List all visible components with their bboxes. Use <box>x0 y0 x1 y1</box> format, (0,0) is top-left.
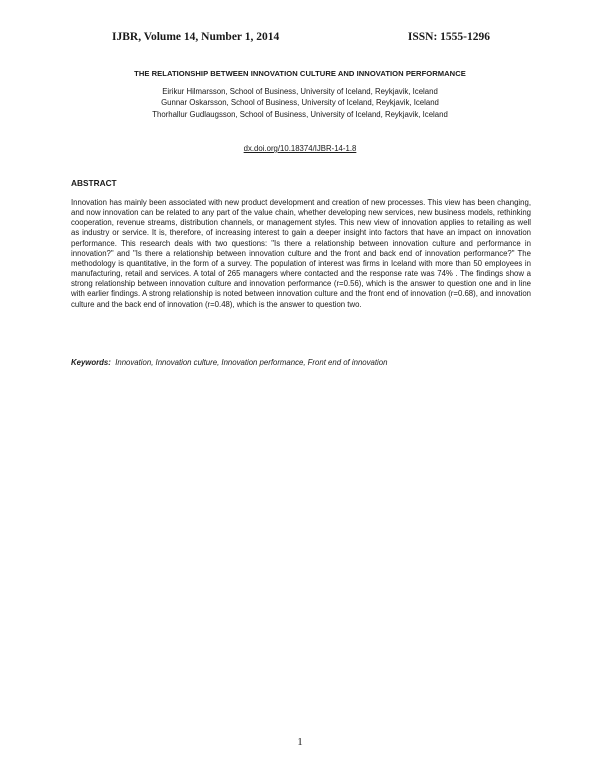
page-number: 1 <box>297 736 303 748</box>
author-affiliation: Thorhallur Gudlaugsson, School of Business, University of Iceland, Reykjavik, Iceland <box>152 109 448 119</box>
issn-label: ISSN: 1555-1296 <box>407 31 490 43</box>
keywords-line <box>71 358 531 368</box>
author-list <box>60 86 540 120</box>
author-affiliation: Eirikur Hilmarsson, School of Business, University of Iceland, Reykjavik, Iceland <box>162 87 438 96</box>
journal-citation: IJBR, Volume 14, Number 1, 2014 <box>112 31 280 43</box>
keywords-text: Innovation, Innovation culture, Innovation performance, Front end of innovation <box>115 358 388 367</box>
author-affiliation: Gunnar Oskarsson, School of Business, University of Iceland, Reykjavik, Iceland <box>161 98 439 108</box>
doi-link[interactable]: dx.doi.org/10.18374/IJBR-14-1.8 <box>243 144 357 153</box>
paper-title: THE RELATIONSHIP BETWEEN INNOVATION CULTURE AND INNOVATION PERFORMANCE <box>134 69 466 78</box>
abstract-body: Innovation has mainly been associated with new product development and creation of new processes. This view has been changing, and now innovation can be related to any part of the value chain, whether developing new services, new business models, rethinking cooperation, revenue streams, distribution channels, or management styles. This new view of innovation applies to retailing as well as industry or service. It is, therefore, of increasing interest to gain a deeper insight into factors that have an impact on innovation performance. This research deals with two questions: "Is there a relationship between innovation culture and performance in innovation?" and "Is there a relationship between innovation culture and the front and back end of innovation performance?" The methodology is quantitative, in the form of a survey. The population of interest was firms in Iceland with more than 50 employees in manufacturing, retail and services. A total of 265 managers where contacted and the response rate was 74% . The findings show a strong relationship between innovation culture and innovation performance (r=0.56), which is the answer to question one and in line with earlier findings. A strong relationship is noted between innovation culture and the front end of innovation (r=0.68), and innovation culture and the back end of innovation (r=0.48), which is the answer to question two. <box>71 198 531 309</box>
abstract-heading: ABSTRACT <box>71 178 117 188</box>
keywords-label: Keywords: <box>71 358 111 367</box>
